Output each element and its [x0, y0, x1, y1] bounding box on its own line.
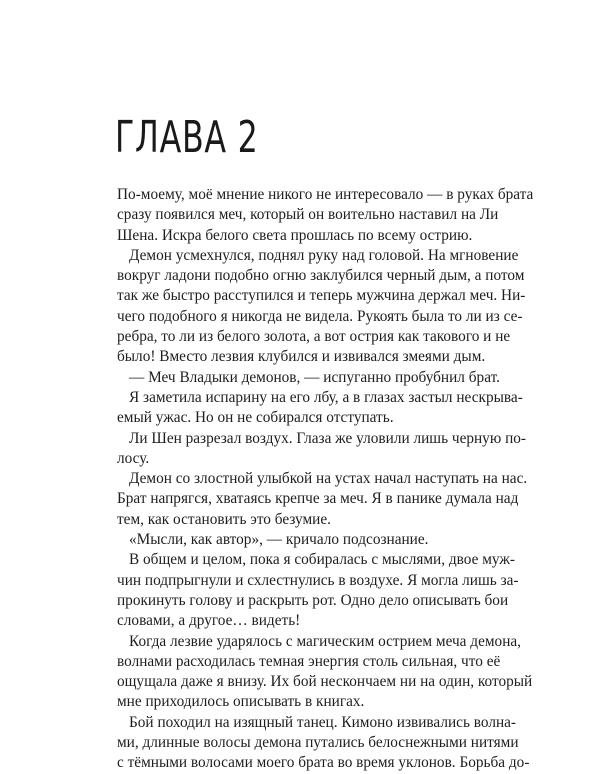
text-line: Бой походил на изящный танец. Кимоно извивались волна- — [129, 713, 517, 731]
paragraph — [117, 550, 519, 631]
text-line: По-моему, моё мнение никого не интересовало — в руках брата — [117, 186, 534, 203]
text-line: «Мысли, как автор», — кричало подсознание. — [129, 531, 429, 549]
text-line: Ли Шен разрезал воздух. Глаза же уловили лишь черную по- — [129, 429, 527, 447]
paragraph — [117, 469, 528, 530]
text-line: мне приходилось описывать в книгах. — [117, 693, 365, 711]
chapter-title: ГЛАВА 2 — [115, 112, 259, 163]
text-line: Шена. Искра белого света прошлась по всему острию. — [117, 226, 473, 244]
paragraph — [117, 388, 523, 429]
text-line: так же быстро расступился и теперь мужчина держал меч. Ни- — [117, 287, 526, 305]
text-line: с тёмными волосами моего брата во время уклонов. Борьба до- — [117, 754, 530, 772]
chapter-body-text — [117, 185, 534, 774]
text-line: чего подобного я никогда не видела. Рукоять была то ли из се- — [117, 307, 523, 325]
paragraph — [117, 246, 526, 368]
text-line: ощущала даже я внизу. Их бой нескончаем ни на один, который — [117, 673, 533, 691]
text-line: ми, длинные волосы демона путались белоснежными нитями — [117, 734, 519, 752]
text-line: было! Вместо лезвия клубился и извивался змеями дым. — [117, 348, 486, 366]
paragraph — [117, 530, 484, 550]
paragraph — [117, 185, 534, 246]
text-line: тем, как остановить это безумие. — [117, 510, 331, 528]
text-line: словами, а другое… видеть! — [117, 612, 301, 630]
paragraph — [117, 368, 500, 388]
text-line: Демон усмехнулся, поднял руку над головой. На мгновение — [129, 246, 519, 264]
text-line: Я заметила испарину на его лбу, а в глазах застыл нескрыва- — [129, 388, 523, 406]
text-line: Когда лезвие ударялось с магическим острием меча демона, — [129, 632, 521, 650]
text-line: — Меч Владыки демонов, — испуганно пробубнил брат. — [129, 368, 500, 386]
paragraph — [117, 632, 533, 713]
text-line: ребра, то ли из белого золота, а вот острия как такового и не — [117, 328, 511, 346]
text-line: В общем и целом, пока я собиралась с мыслями, двое муж- — [129, 551, 516, 569]
text-line: волнами расходилась темная энергия столь сильная, что её — [117, 652, 501, 670]
text-line: вокруг ладони подобно огню заклубился черный дым, а потом — [117, 267, 525, 285]
text-line: Брат напрягся, хватаясь крепче за меч. Я в панике думала над — [117, 490, 519, 508]
paragraph — [117, 429, 527, 470]
paragraph — [117, 713, 530, 774]
text-line: емый ужас. Но он не собирался отступать. — [117, 409, 394, 427]
text-line: сразу появился меч, который он воительно наставил на Ли — [117, 206, 499, 224]
text-line: Демон со злостной улыбкой на устах начал наступать на нас. — [129, 470, 528, 488]
text-line: лосу. — [117, 449, 150, 467]
text-line: прокинуть голову и раскрыть рот. Одно дело описывать бои — [117, 591, 509, 609]
text-line: чин подпрыгнули и схлестнулись в воздухе. Я могла лишь за- — [117, 571, 519, 589]
